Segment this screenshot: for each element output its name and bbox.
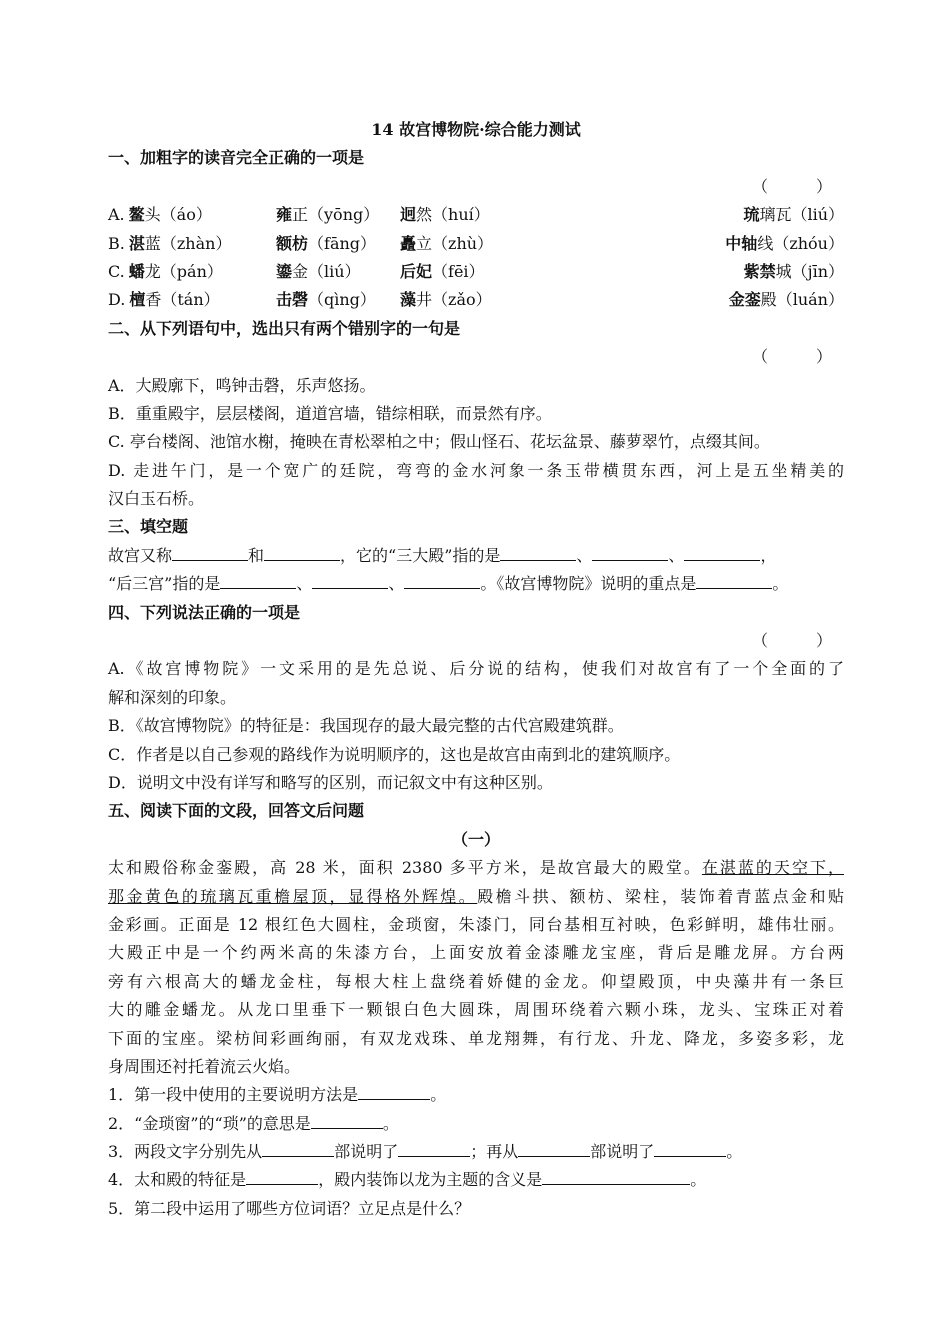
passage-line: 金彩画。正面是 12 根红色大圆柱，金琐窗，朱漆门，同台基相互衬映，色彩鲜明，雄伟壮丽。 <box>108 914 844 934</box>
q1-option-item: C. 蟠龙（pán） <box>108 261 223 281</box>
q1-heading: 一、加粗字的读音完全正确的一项是 <box>108 148 365 168</box>
q2-heading: 二、从下列语句中，选出只有两个错别字的一句是 <box>108 318 461 338</box>
q1-option-c <box>108 258 844 286</box>
q2-option-b: B．重重殿宇，层层楼阁，道道宫墙，错综相联，而景然有序。 <box>108 403 552 423</box>
fill-blank[interactable] <box>172 542 248 561</box>
q1-option-a <box>108 201 844 229</box>
passage-line: 大的雕金蟠龙。从龙口里垂下一颗银白色大圆珠，周围环绕着六颗小珠，龙头、宝珠正对着 <box>108 1000 844 1020</box>
q4-option-d: D．说明文中没有详写和略写的区别，而记叙文中有这种区别。 <box>108 772 553 792</box>
fill-blank[interactable] <box>262 1138 334 1157</box>
q4-option-a: A.《故宫博物院》一文采用的是先总说、后分说的结构，使我们对故宫有了一个全面的了 <box>108 659 844 679</box>
underlined-sentence: 那金黄色的琉璃瓦重檐屋顶，显得格外辉煌。 <box>108 886 478 906</box>
q1-option-item: B. 湛蓝（zhàn） <box>108 233 232 253</box>
q2-option-c: C. 亭台楼阁、池馆水榭，掩映在青松翠柏之中；假山怪石、花坛盆景、藤萝翠竹，点缀其间。 <box>108 432 770 452</box>
q5-question-2: 2．“金琐窗”的“琐”的意思是 。 <box>108 1110 844 1138</box>
fill-blank[interactable] <box>592 542 668 561</box>
q5-question-3: 3．两段文字分别先从 部说明了 ；再从 部说明了 。 <box>108 1138 844 1166</box>
q4-option-b: B．《故宫博物院》的特征是：我国现存的最大最完整的古代宫殿建筑群。 <box>108 716 624 736</box>
page-title: 14 故宫博物院·综合能力测试 <box>371 120 581 139</box>
q4-option-a-cont: 解和深刻的印象。 <box>108 687 237 707</box>
worksheet <box>108 116 844 1223</box>
fill-blank[interactable] <box>404 570 480 589</box>
q1-option-item: 后妃（fēi） <box>400 261 485 281</box>
q4-answer-bracket: （ ） <box>751 631 832 651</box>
q1-option-item: 击磬（qìng） <box>276 290 376 310</box>
q5-question-5: 5．第二段中运用了哪些方位词语？立足点是什么？ <box>108 1198 471 1218</box>
fill-blank[interactable] <box>220 570 296 589</box>
q1-option-item: 迥然（huí） <box>400 205 490 225</box>
q5-question-1: 1．第一段中使用的主要说明方法是 。 <box>108 1081 844 1109</box>
q1-option-item: D. 檀香（tán） <box>108 290 220 310</box>
q5-question-4: 4．太和殿的特征是 ，殿内装饰以龙为主题的含义是 。 <box>108 1166 844 1194</box>
q1-option-item: A. 鳌头（áo） <box>108 205 212 225</box>
fill-blank[interactable] <box>311 1110 383 1129</box>
q1-option-item: 额枋（fāng） <box>276 233 377 253</box>
passage-line: 身周围还衬托着流云火焰。 <box>108 1056 301 1076</box>
fill-blank[interactable] <box>684 542 760 561</box>
passage-line-1: 太和殿俗称金銮殿，高 28 米，面积 2380 多平方米，是故宫最大的殿堂。在湛蓝的天空下， <box>108 858 844 878</box>
q1-option-item: 中轴线（zhóu） <box>725 233 844 253</box>
q1-option-d <box>108 286 844 314</box>
fill-blank[interactable] <box>696 570 772 589</box>
fill-blank[interactable] <box>246 1166 318 1185</box>
q1-option-item: 琉璃瓦（liú） <box>743 205 844 225</box>
underlined-sentence: 在湛蓝的天空下， <box>701 858 844 878</box>
passage-line-2: 那金黄色的琉璃瓦重檐屋顶，显得格外辉煌。殿檐斗拱、额枋、梁柱，装饰着青蓝点金和贴 <box>108 886 844 906</box>
q1-option-item: 藻井（zǎo） <box>400 290 492 310</box>
q2-option-d-cont: 汉白玉石桥。 <box>108 489 205 509</box>
fill-blank[interactable] <box>654 1138 726 1157</box>
fill-blank[interactable] <box>398 1138 470 1157</box>
fill-blank[interactable] <box>518 1138 590 1157</box>
q1-option-item: 鎏金（liú） <box>276 261 361 281</box>
fill-blank[interactable] <box>358 1081 430 1100</box>
q4-heading: 四、下列说法正确的一项是 <box>108 602 301 622</box>
q1-options <box>108 201 844 315</box>
q3-line-1: 故宫又称 和 ，它的“三大殿”指的是 、 、 ， <box>108 542 844 570</box>
q1-option-item: 金銮殿（luán） <box>728 290 844 310</box>
q1-option-item: 雍正（yōng） <box>276 205 380 225</box>
fill-blank[interactable] <box>264 542 340 561</box>
q1-option-item: 紫禁城（jīn） <box>743 261 844 281</box>
passage-line: 大殿正中是一个约两米高的朱漆方台，上面安放着金漆雕龙宝座，背后是雕龙屏。方台两 <box>108 943 844 963</box>
fill-blank[interactable] <box>542 1166 690 1185</box>
q1-option-b <box>108 230 844 258</box>
fill-blank[interactable] <box>500 542 576 561</box>
q1-option-item: 矗立（zhù） <box>400 233 494 253</box>
q3-heading: 三、填空题 <box>108 517 189 537</box>
q3-line-2: “后三宫”指的是 、 、 。《故宫博物院》说明的重点是 。 <box>108 570 844 598</box>
fill-blank[interactable] <box>312 570 388 589</box>
q5-subheading: （一） <box>451 829 500 849</box>
q2-option-a: A．大殿廓下，鸣钟击磬，乐声悠扬。 <box>108 375 376 395</box>
passage-line: 旁有六根高大的蟠龙金柱，每根大柱上盘绕着娇健的金龙。仰望殿顶，中央藻井有一条巨 <box>108 971 844 991</box>
passage-line: 下面的宝座。梁枋间彩画绚丽，有双龙戏珠、单龙翔舞，有行龙、升龙、降龙，多姿多彩，龙 <box>108 1028 844 1048</box>
q1-answer-bracket: （ ） <box>751 176 832 196</box>
q5-heading: 五、阅读下面的文段，回答文后问题 <box>108 801 365 821</box>
q2-option-d: D. 走进午门，是一个宽广的廷院，弯弯的金水河象一条玉带横贯东西，河上是五坐精美的 <box>108 460 844 480</box>
q2-answer-bracket: （ ） <box>751 347 832 367</box>
q4-option-c: C．作者是以自己参观的路线作为说明顺序的，这也是故宫由南到北的建筑顺序。 <box>108 744 681 764</box>
